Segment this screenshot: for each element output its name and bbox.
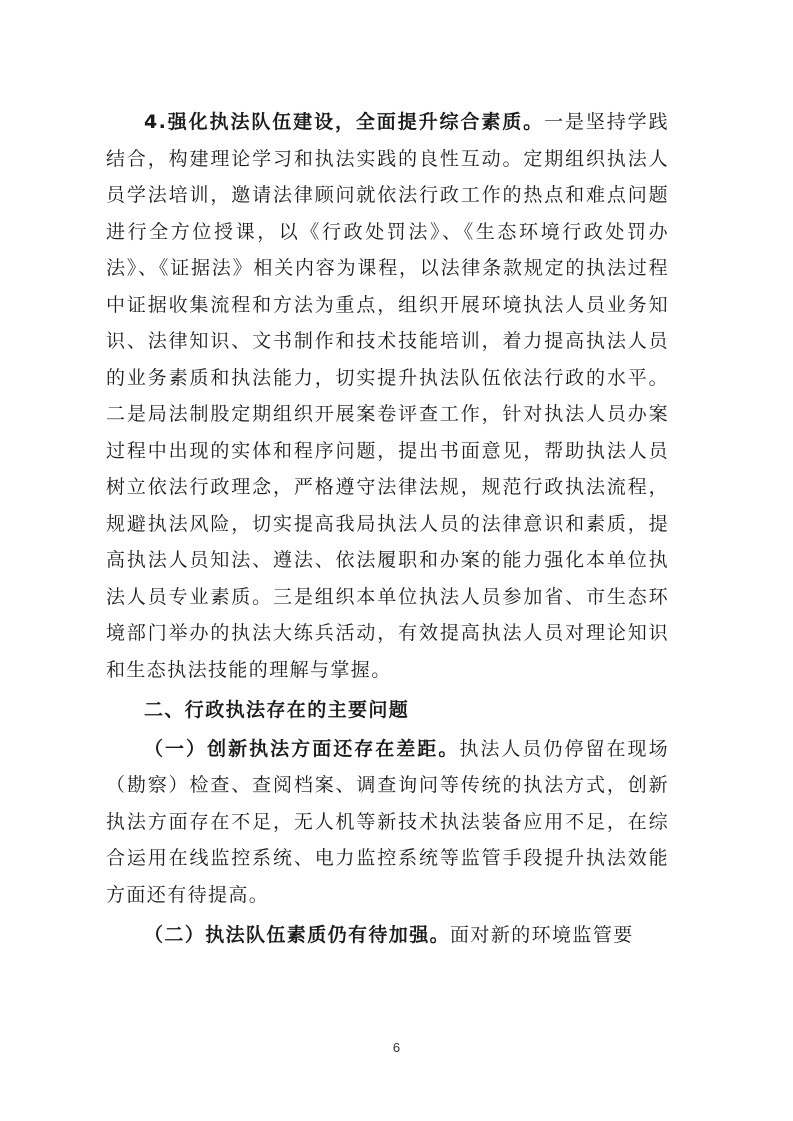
item-2-body: 面对新的环境监管要 (450, 924, 634, 946)
document-body (106, 104, 669, 954)
paragraph-item-1 (106, 731, 669, 914)
item-2-lead: （二）执法队伍素质仍有待加强。 (144, 924, 451, 946)
paragraph-section-4 (106, 104, 669, 688)
page-number: 6 (392, 1040, 401, 1055)
item-1-body: 执法人员仍停留在现场（勘察）检查、查阅档案、调查询问等传统的执法方式，创新执法方面存在不足，无人机等新技术执法装备应用不足，在综合运用在线监控系统、电力监控系统等监管手段提升执法效能方面还有待提高。 (106, 737, 669, 906)
section-two-heading: 二、行政执法存在的主要问题 (144, 699, 410, 721)
paragraph-item-2 (106, 917, 669, 954)
item-1-lead: （一）创新执法方面还存在差距。 (144, 737, 460, 760)
section-4-lead: 4.强化执法队伍建设，全面提升综合素质。 (144, 111, 545, 133)
section-4-body: 一是坚持学践结合，构建理论学习和执法实践的良性互动。定期组织执法人员学法培训，邀请法律顾问就依法行政工作的热点和难点问题进行全方位授课，以《行政处罚法》、《生态环境行政处罚办法》、《证据法》相关内容为课程，以法律条款规定的执法过程中证据收集流程和方法为重点，组织开展环境执法人员业务知识、法律知识、文书制作和技术技能培训，着力提高执法人员的业务素质和执法能力，切实提升执法队伍依法行政的水平。二是局法制股定期组织开展案卷评查工作，针对执法人员办案过程中出现的实体和程序问题，提出书面意见，帮助执法人员树立依法行政理念，严格遵守法律法规，规范行政执法流程，规避执法风险，切实提高我局执法人员的法律意识和素质，提高执法人员知法、遵法、依法履职和办案的能力强化本单位执法人员专业素质。三是组织本单位执法人员参加省、市生态环境部门举办的执法大练兵活动，有效提高执法人员对理论知识和生态执法技能的理解与掌握。 (106, 111, 669, 681)
